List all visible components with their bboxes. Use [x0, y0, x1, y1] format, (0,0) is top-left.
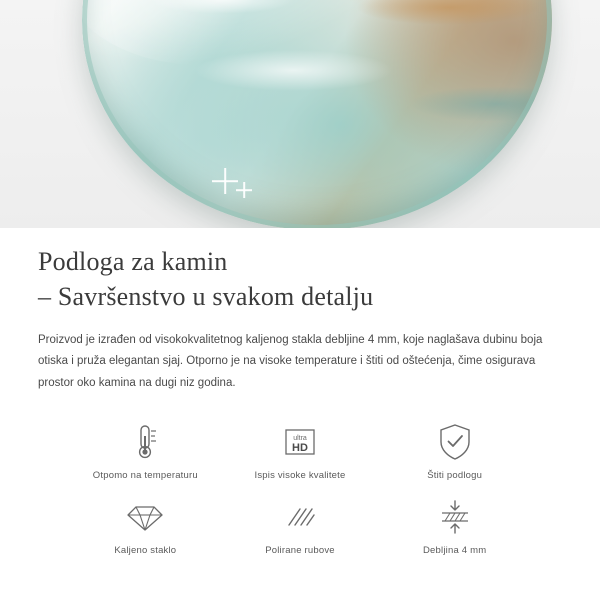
diamond-icon [125, 495, 165, 539]
feature-label: Ispis visoke kvalitete [254, 469, 346, 481]
svg-text:ultra: ultra [293, 434, 307, 442]
thickness-arrows-icon [435, 495, 475, 539]
ultra-hd-icon [280, 420, 320, 464]
feature-item-polished-edges [223, 495, 378, 556]
description-paragraph: Proizvod je izrađen od visokokvalitetnog kaljenog stakla debljine 4 mm, koje naglašava dubinu boja otiska i pruža elegantan sjaj. Otporno je na visoke temperature i štiti od oštećenja, čime osigurava prostor oko kamina na dugi niz godina. [38, 334, 543, 389]
feature-label: Kaljeno staklo [114, 544, 177, 556]
feature-grid [38, 420, 562, 556]
feature-label: Polirane rubove [265, 544, 335, 556]
page-title [38, 244, 562, 314]
headline-line-2: – Savršenstvo u svakom detalju [38, 282, 374, 312]
feature-label: Otpomo na temperaturu [92, 469, 198, 481]
round-glass-plate [82, 0, 552, 228]
feature-item-temperature [68, 420, 223, 481]
feature-item-tempered-glass [68, 495, 223, 556]
feature-item-print-quality [223, 420, 378, 481]
svg-text:HD: HD [292, 441, 308, 454]
headline-line-1: Podloga za kamin [38, 247, 228, 276]
feature-item-thickness [377, 495, 532, 556]
feature-label: Štiti podlogu [427, 469, 483, 481]
feature-label: Debljina 4 mm [423, 544, 487, 556]
feature-item-protection [377, 420, 532, 481]
thermometer-icon [128, 420, 162, 464]
content-block [0, 228, 600, 556]
polished-edges-icon [280, 495, 320, 539]
shield-check-icon [436, 420, 474, 464]
hero-image [0, 0, 600, 228]
